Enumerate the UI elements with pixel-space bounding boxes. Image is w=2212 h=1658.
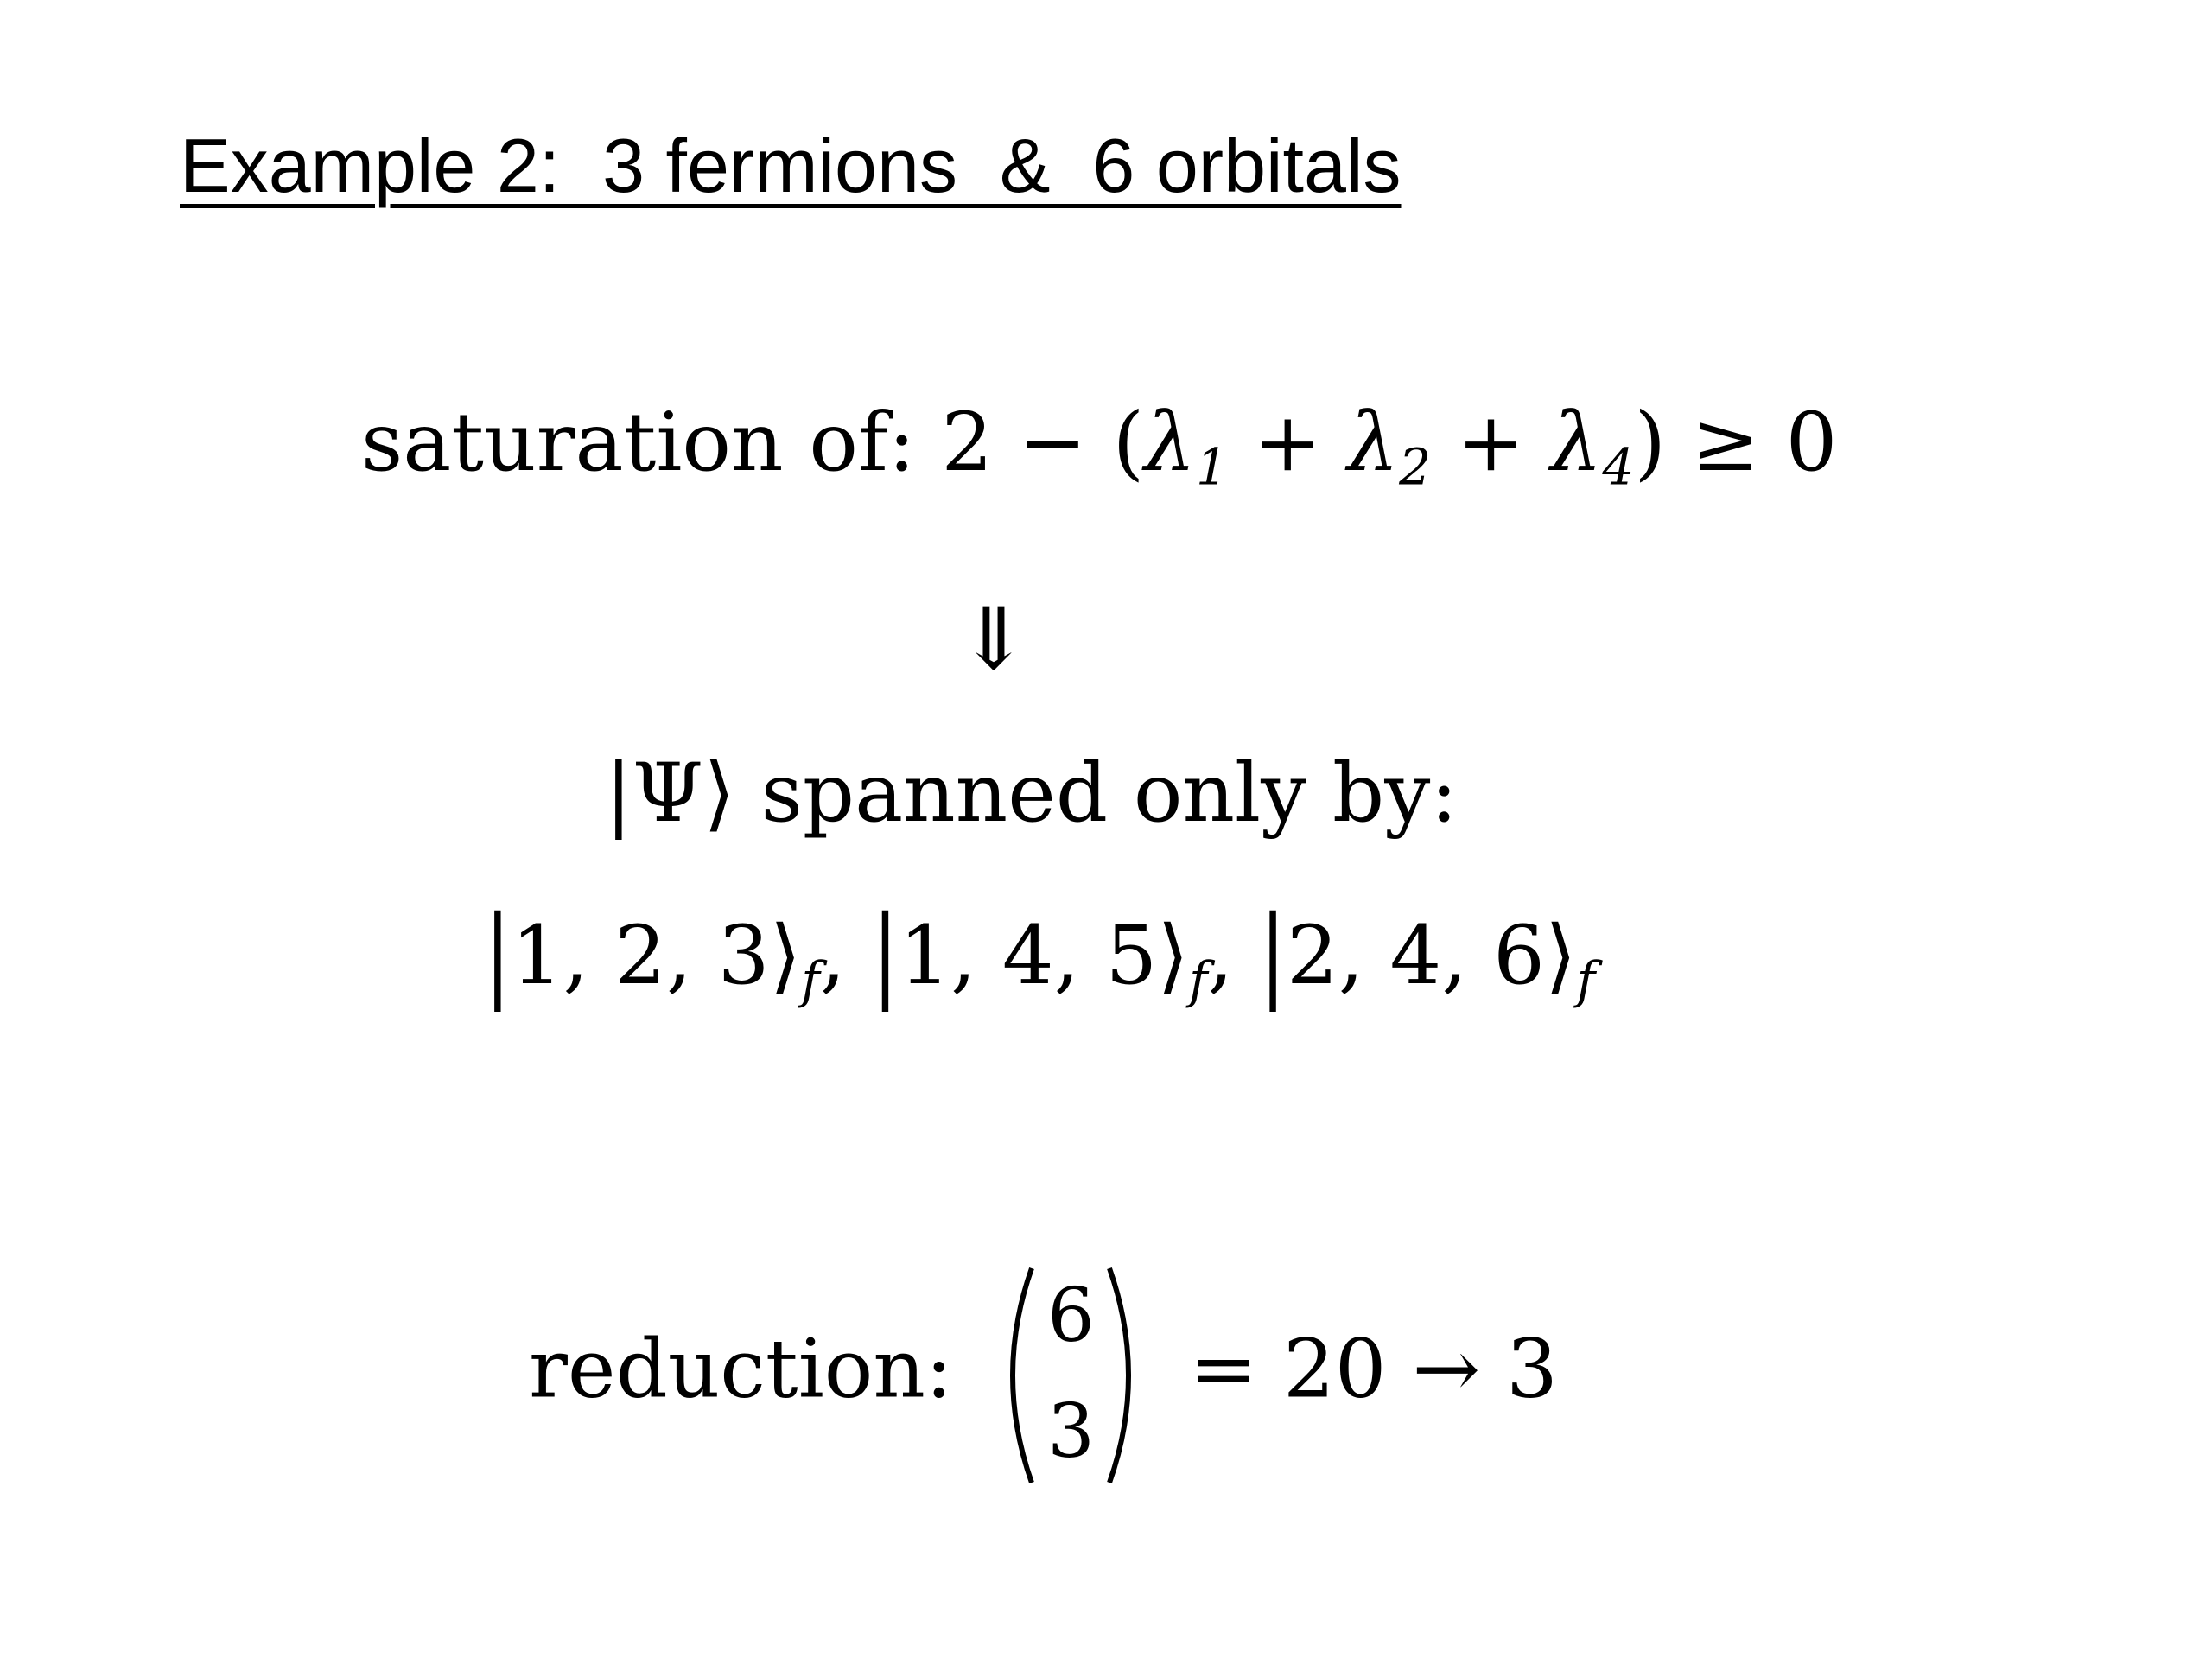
binomial-coefficient (997, 1263, 1144, 1488)
psi-ket: |Ψ⟩ (605, 746, 735, 841)
ket-1: |1, 2, $3⟩_f$, (484, 894, 872, 1013)
plus-sign: + (1228, 396, 1348, 490)
lambda-1: $\lambda_1$ (1144, 396, 1229, 497)
reduction-equation (529, 1263, 1558, 1488)
saturation-label: saturation of: 2 − ( (361, 396, 1145, 490)
implies-arrow-icon: ⇓ (957, 588, 1030, 689)
lambda-4: $\lambda_4$ (1550, 396, 1635, 497)
slide-title: Example 2: 3 fermions & 6 orbitals (180, 123, 1402, 208)
saturation-equation (361, 396, 1838, 497)
ket-3: |2, 4, $6⟩_f$ (1259, 894, 1596, 1013)
ket-2: |1, 4, $5⟩_f$, (871, 894, 1260, 1013)
reduction-rhs: = 20 → 3 (1189, 1322, 1558, 1417)
lambda-2: $\lambda_2$ (1347, 396, 1432, 497)
reduction-label: reduction: (529, 1322, 953, 1417)
binom-top: 6 (1047, 1273, 1095, 1359)
basis-kets (484, 894, 1596, 1013)
psi-text: spanned only by: (734, 746, 1459, 841)
saturation-tail: ) ≥ 0 (1634, 396, 1838, 490)
plus-sign: + (1431, 396, 1551, 490)
psi-statement (605, 746, 1459, 841)
binom-bottom: 3 (1047, 1388, 1095, 1475)
